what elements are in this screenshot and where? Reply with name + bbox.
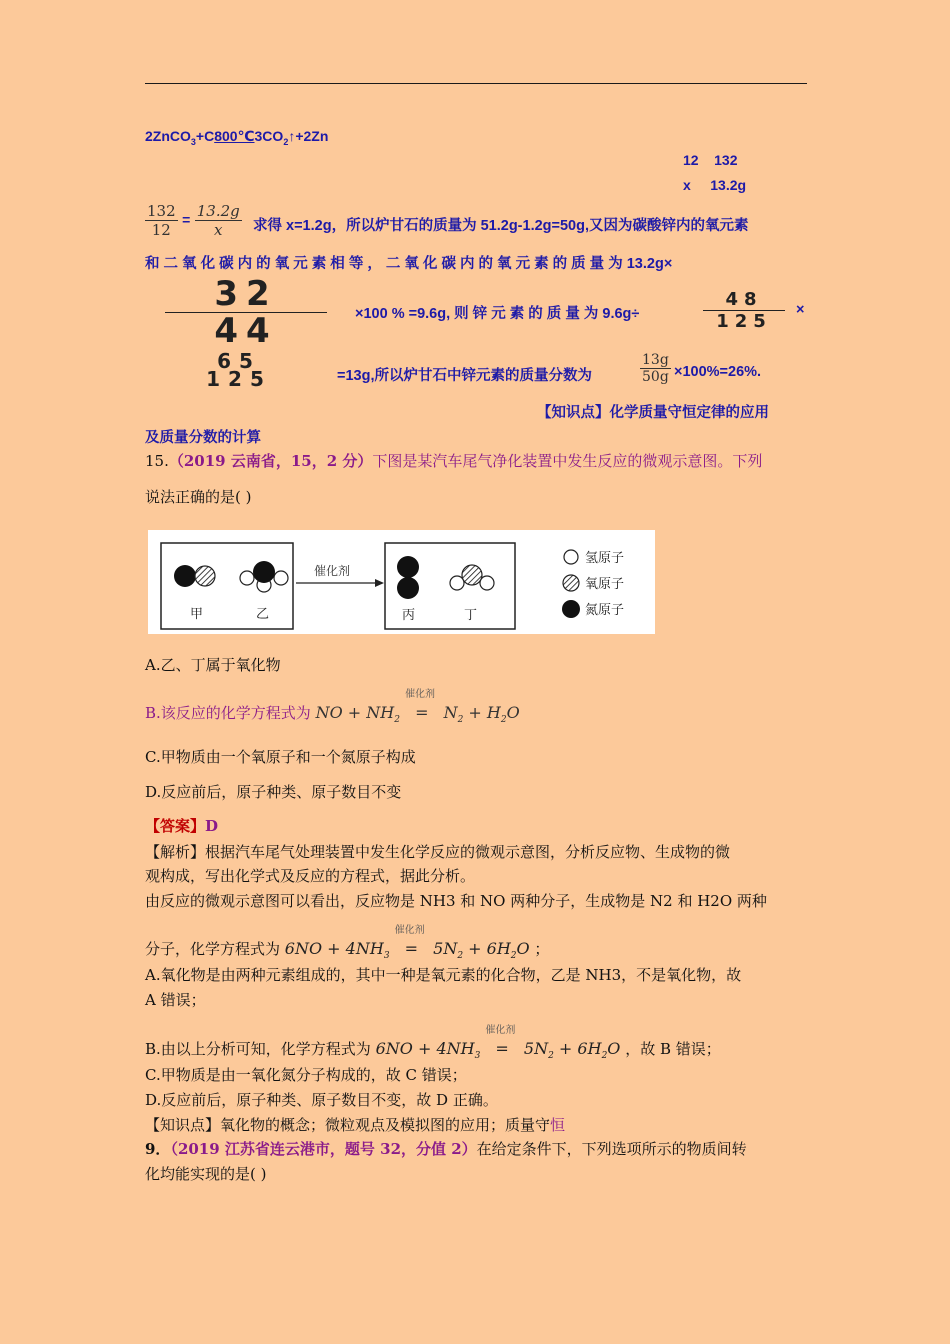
knowledge-point-1b: 及质量分数的计算	[145, 430, 261, 446]
q15-stem-line-1: 15.（2019 云南省，15，2 分）下图是某汽车尾气净化装置中发生反应的微观示意图。下列	[145, 452, 763, 470]
arrow-head	[375, 579, 384, 587]
calc-line-2: 和 二 氧 化 碳 内 的 氧 元 素 相 等 ， 二 氧 化 碳 内 的 氧 元 素 的 质 量 为 13.2g×	[145, 256, 673, 272]
option-d: D.反应前后，原子种类、原子数目不变	[145, 783, 402, 801]
nitrogen-atom	[253, 561, 275, 583]
label-ding: 丁	[464, 608, 478, 623]
analysis-line-3: 由反应的微观示意图可以看出，反应物是 NH3 和 NO 两种分子，生成物是 N2 和 H2O 两种	[145, 892, 767, 910]
q9-stem-line-1: 9．（2019 江苏省连云港市，题号 32，分值 2）在给定条件下，下列选项所示的物质间转	[145, 1140, 747, 1158]
analysis-line-2: 观构成，写出化学式及反应的方程式，据此分析。	[145, 867, 476, 885]
fraction-48-125: 48 125	[703, 291, 785, 330]
catalyst-label: 催化剂	[314, 564, 351, 578]
header-rule	[145, 83, 807, 84]
option-c: C.甲物质由一个氧原子和一个氮原子构成	[145, 748, 416, 766]
reaction-equation: $2ZnCO_3+C800℃3CO_2↑+2Zn$	[145, 128, 329, 147]
legend-oxygen-icon	[563, 575, 579, 591]
reaction-diagram-svg	[148, 530, 655, 634]
nitrogen-atom	[174, 565, 196, 587]
hydrogen-atom	[240, 571, 254, 585]
reaction-diagram	[148, 530, 655, 634]
legend-oxygen: 氧原子	[585, 577, 625, 592]
ratio-row-1: 12 132	[683, 152, 738, 168]
analysis-line-9: D.反应前后，原子种类、原子数目不变，故 D 正确。	[145, 1091, 498, 1109]
knowledge-point-1: 【知识点】化学质量守恒定律的应用	[537, 405, 769, 421]
analysis-line-1: 【解析】根据汽车尾气处理装置中发生化学反应的微观示意图，分析反应物、生成物的微	[145, 843, 731, 861]
legend-nitrogen: 氮原子	[585, 603, 625, 618]
option-b: B.该反应的化学方程式为 NO + $NH_2$ 催化剂 = $N_2 + H_2O$	[145, 689, 520, 726]
label-yi: 乙	[256, 607, 270, 622]
fraction-65-125: 65 125	[206, 349, 272, 391]
nitrogen-atom	[397, 556, 419, 578]
legend-hydrogen: 氢原子	[585, 551, 625, 566]
calc-line-3: ×100 % =9.6g, 则 锌 元 素 的 质 量 为 9.6g÷	[355, 306, 640, 322]
analysis-line-4: 分子，化学方程式为 $6NO + 4NH_3$ 催化剂 = $5N_2 + 6H_2O$ ；	[145, 925, 550, 962]
oxygen-atom	[195, 566, 215, 586]
hydrogen-atom	[274, 571, 288, 585]
label-jia: 甲	[190, 607, 204, 622]
calc-line-4: =13g,所以炉甘石中锌元素的质量分数为	[337, 368, 592, 384]
label-bing: 丙	[402, 608, 416, 623]
q9-stem-line-2: 化均能实现的是( )	[145, 1165, 267, 1183]
legend-hydrogen-icon	[564, 550, 578, 564]
q15-stem-line-2: 说法正确的是( )	[145, 488, 252, 506]
calc-line-4-tail: ×100%=26%.	[674, 364, 762, 380]
calc-line-1: 求得 x=1.2g，所以炉甘石的质量为 51.2g-1.2g=50g,又因为碳酸锌内的氧元素	[253, 218, 749, 234]
analysis-line-7: B.由以上分析可知，化学方程式为 $6NO + 4NH_3$ 催化剂 = $5N_2 + 6H_2O$ ，故 B 错误；	[145, 1025, 721, 1062]
ratio-row-2: x 13.2g	[683, 177, 747, 193]
legend-nitrogen-icon	[562, 600, 580, 618]
analysis-line-8: C.甲物质是由一氧化氮分子构成的，故 C 错误；	[145, 1066, 467, 1084]
proportion-fractions: $\frac{132}{12}$ = $\frac{13.2g}{x}$	[147, 202, 240, 239]
oxygen-atom	[462, 565, 482, 585]
nitrogen-atom	[397, 577, 419, 599]
option-a: A.乙、丁属于氧化物	[145, 656, 281, 674]
fraction-13g-50g: $\frac{13g}{50g}$	[642, 352, 669, 385]
times-sign: ×	[796, 302, 805, 318]
analysis-line-6: A 错误；	[145, 991, 206, 1009]
analysis-line-5: A.氧化物是由两种元素组成的，其中一种是氧元素的化合物，乙是 NH3，不是氧化物，故	[145, 966, 742, 984]
fraction-32-44: 32 44	[165, 278, 327, 347]
knowledge-point-2: 【知识点】氧化物的概念；微粒观点及模拟图的应用；质量守恒	[145, 1116, 566, 1134]
answer: 【答案】D	[145, 817, 219, 835]
